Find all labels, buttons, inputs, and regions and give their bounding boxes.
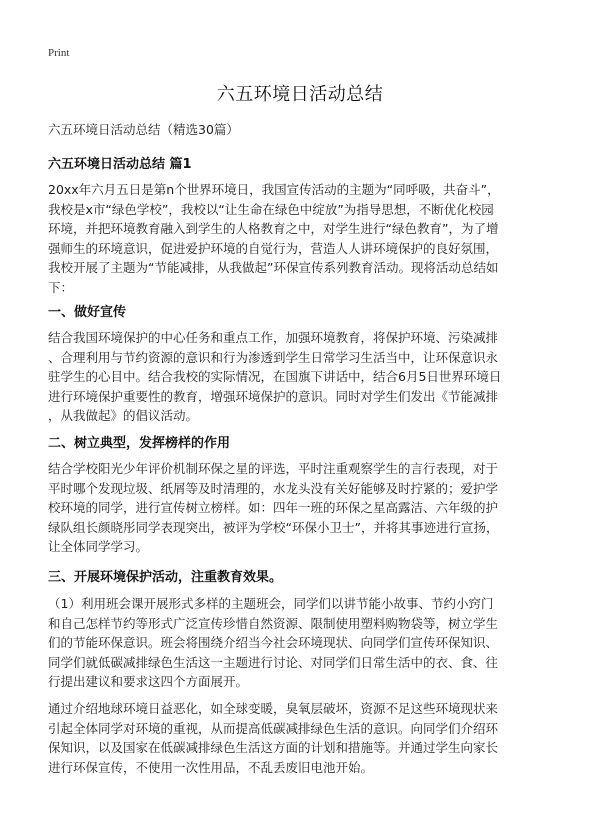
section-3-paragraph-1 <box>48 594 558 692</box>
text-line: 同学们就低碳减排绿色生活这一主题进行讨论、对同学们日常生活中的衣、食、往 <box>48 654 499 670</box>
text-line: 我校开展了主题为“节能减排，从我做起”环保宣传系列教育活动。现将活动总结如 <box>48 260 499 276</box>
text-line: 引起全体同学对环境的重视，从而提高低碳减排绿色生活的意识。向同学们介绍环 <box>48 720 499 736</box>
print-label[interactable]: Print <box>48 47 70 59</box>
text-line: 进行环境保护重要性的教育，增强环境保护的意识。同时对学生们发出《节能减排 <box>48 388 499 404</box>
text-line: 我校是x市“绿色学校”，我校以“让生命在绿色中绽放”为指导思想，不断优化校园 <box>48 201 494 217</box>
text-line: 结合我国环境保护的中心任务和重点工作，加强环境教育，将保护环境、污染减排 <box>48 330 499 345</box>
section-3-paragraph-2 <box>48 699 558 777</box>
article-heading: 六五环境日活动总结 篇1 <box>48 157 192 172</box>
text-line: ，从我做起》的倡议活动。 <box>48 408 199 424</box>
document-subtitle: 六五环境日活动总结（精选30篇） <box>48 122 239 137</box>
text-line: 平时哪个发现垃圾、纸屑等及时清理的，水龙头没有关好能够及时拧紧的；爱护学 <box>48 480 499 496</box>
text-line: 绿队组长颜晓彤同学表现突出，被评为学校“环保小卫士”，并将其事迹进行宣扬， <box>48 519 499 535</box>
text-line: 行提出建议和要求这四个方面展开。 <box>48 674 249 690</box>
text-line: 校环境的同学，进行宣传树立榜样。如：四年一班的环保之星高露洁、六年级的护 <box>48 500 499 516</box>
text-line: 和自己怎样节约等形式广泛宣传珍惜自然资源、限制使用塑料购物袋等，树立学生 <box>48 615 499 631</box>
text-line: 强师生的环境意识，促进爱护环境的自觉行为，营造人人讲环境保护的良好氛围， <box>48 240 499 256</box>
text-line: 驻学生的心目中。结合我校的实际情况，在国旗下讲话中，结合6月5日世界环境日 <box>48 369 502 385</box>
text-line: 通过介绍地球环境日益恶化，如全球变暖，臭氧层破坏，资源不足这些环境现状来 <box>48 701 499 716</box>
document-title: 六五环境日活动总结 <box>216 84 384 105</box>
text-line: 们的节能环保意识。班会将围绕介绍当今社会环境现状、向同学们宣传环保知识、 <box>48 635 499 651</box>
text-line: （1）利用班会课开展形式多样的主题班会，同学们以讲节能小故事、节约小窍门 <box>48 596 494 611</box>
text-line: 下： <box>48 279 74 295</box>
text-line: 让全体同学学习。 <box>48 539 149 555</box>
section-heading-3: 三、开展环境保护活动，注重教育效果。 <box>48 570 283 585</box>
text-line: 保知识，以及国家在低碳减排绿色生活这方面的计划和措施等。并通过学生向家长 <box>48 740 499 756</box>
section-2-paragraph <box>48 459 558 557</box>
intro-paragraph <box>48 180 558 298</box>
section-heading-2: 二、树立典型，发挥榜样的作用 <box>48 436 231 451</box>
text-line: 进行环保宣传，不使用一次性用品，不乱丢废旧电池开始。 <box>48 759 374 775</box>
text-line: 结合学校阳光少年评价机制环保之星的评选，平时注重观察学生的言行表现，对于 <box>48 461 499 476</box>
text-line: 20xx年六月五日是第n个世界环境日，我国宣传活动的主题为“同呼吸，共奋斗”， <box>48 182 500 197</box>
text-line: 环境，并把环境教育融入到学生的人格教育之中，对学生进行“绿色教育”，为了增 <box>48 221 499 237</box>
section-heading-1: 一、做好宣传 <box>48 305 127 320</box>
section-1-paragraph <box>48 328 558 426</box>
text-line: 、合理利用与节约资源的意识和行为渗透到学生日常学习生活当中，让环保意识永 <box>48 349 499 365</box>
